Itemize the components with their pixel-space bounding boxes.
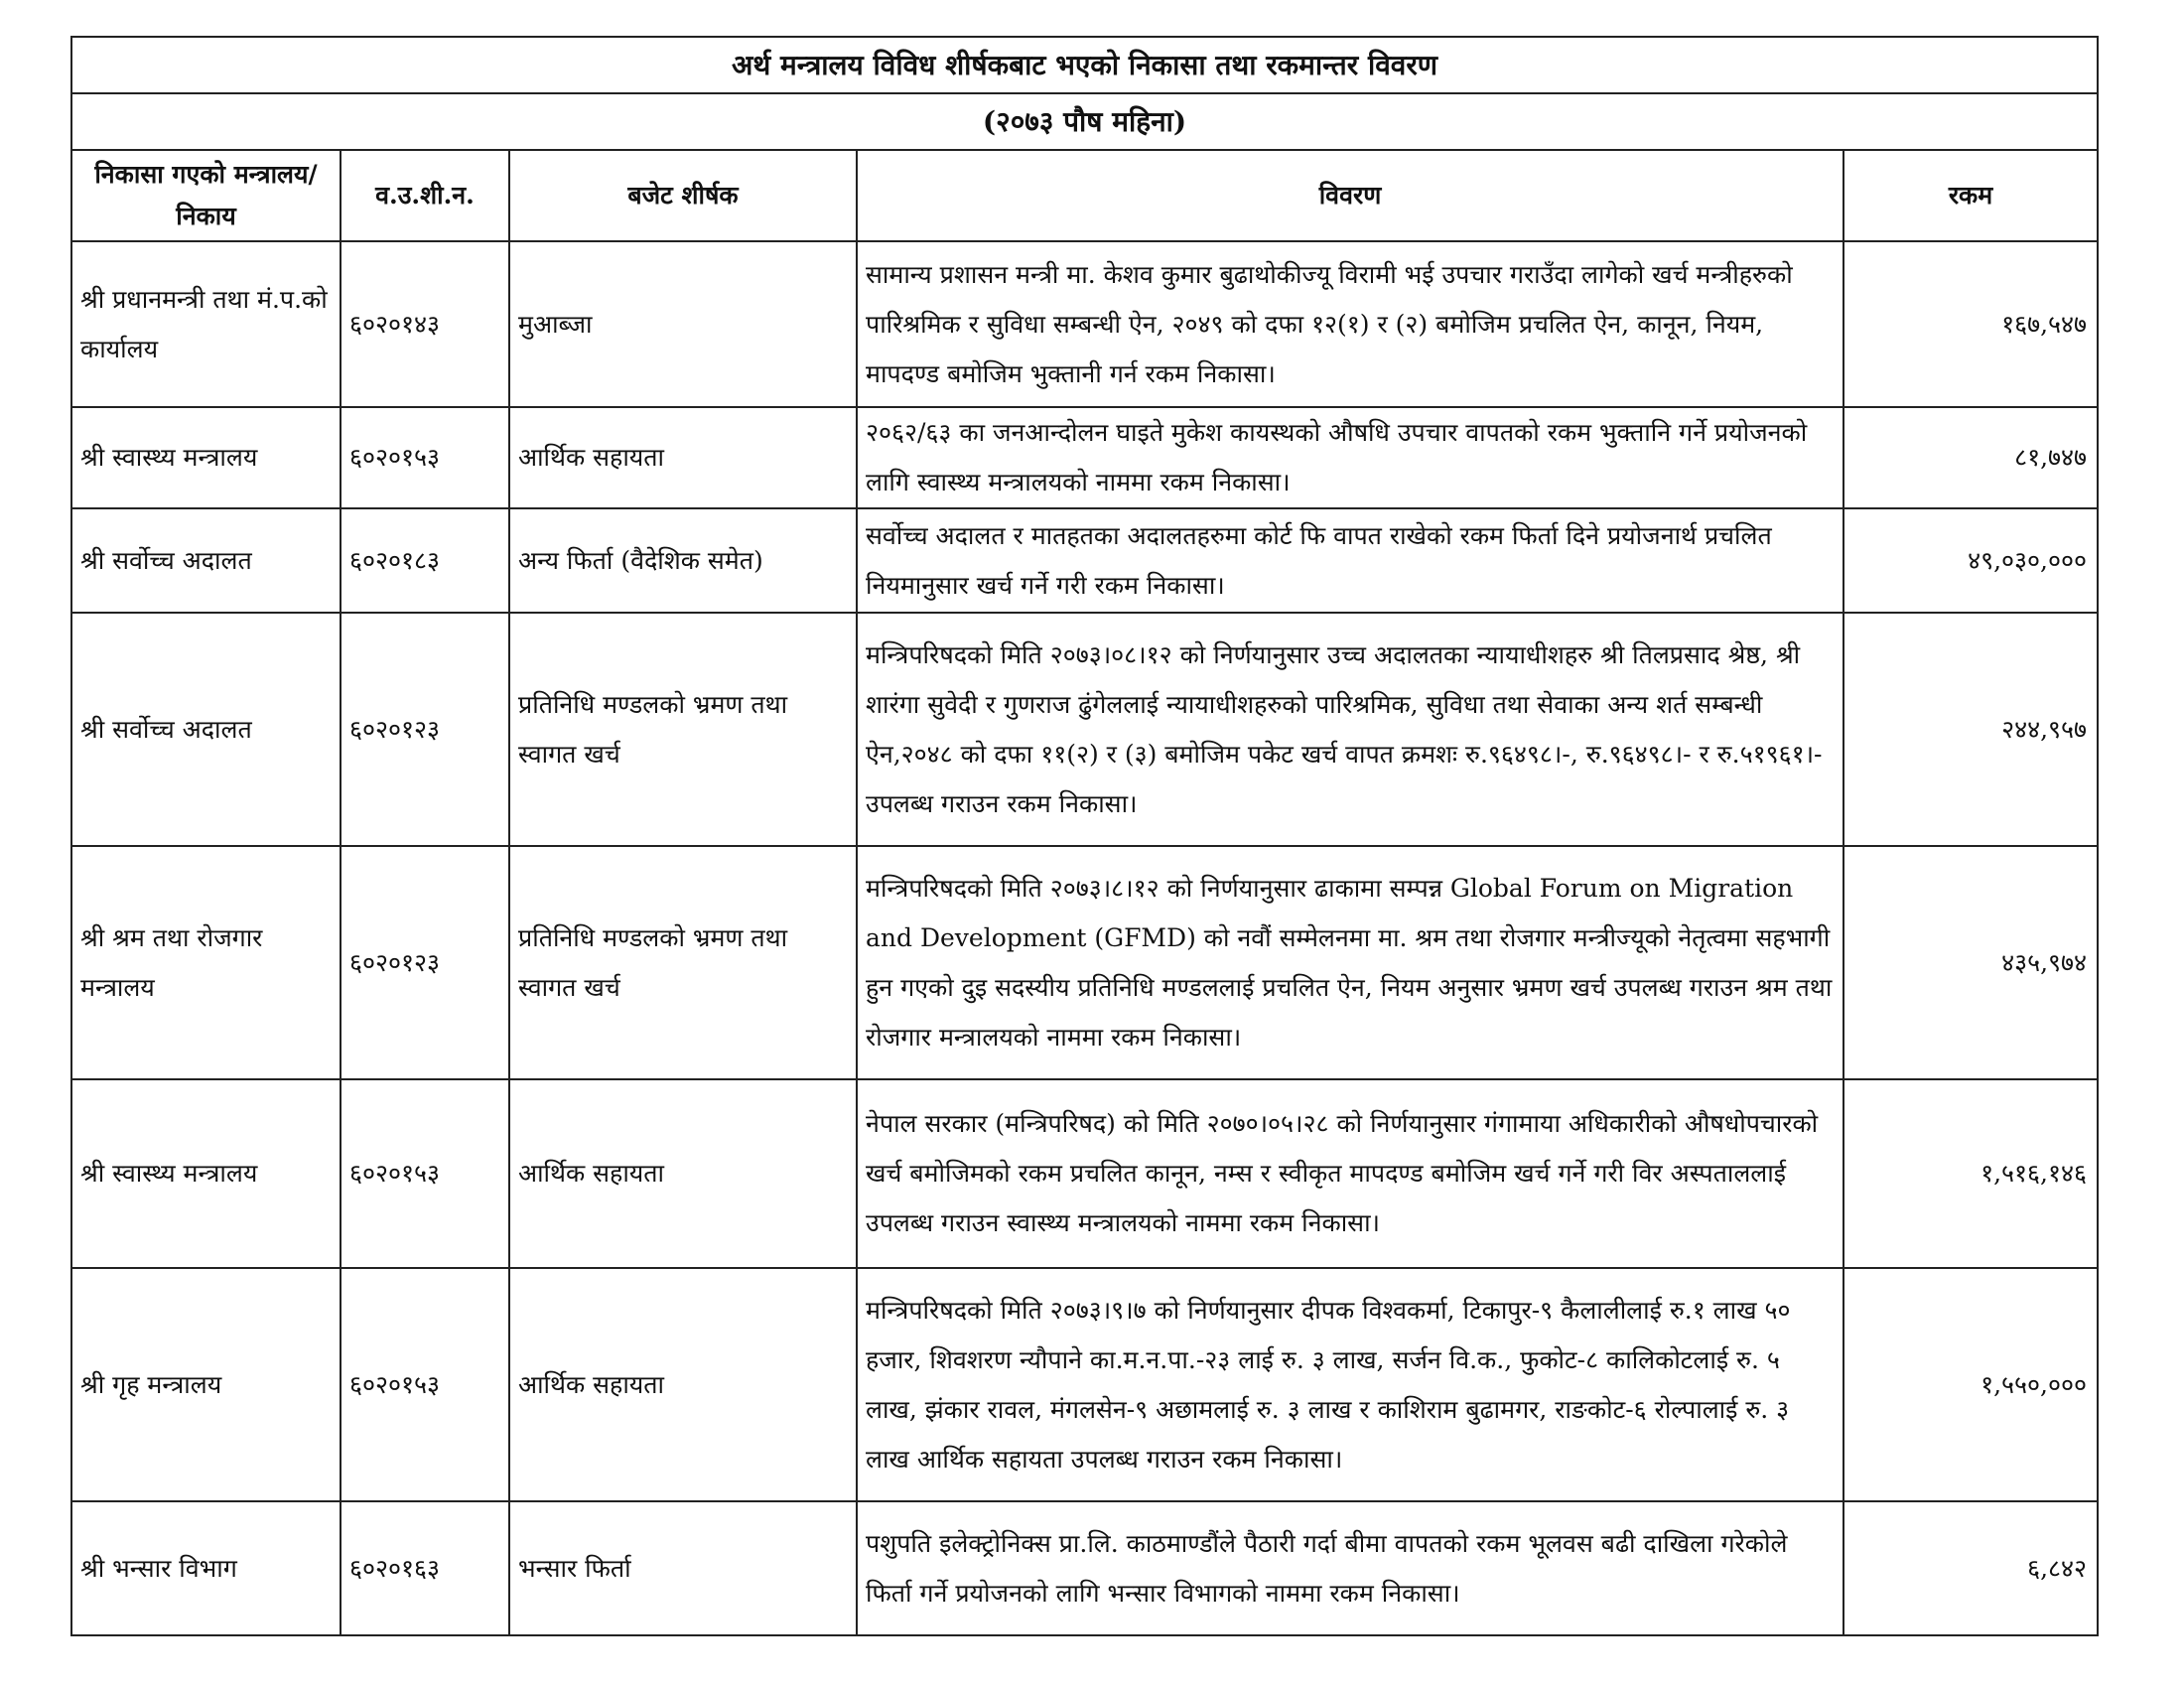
cell-org: श्री प्रधानमन्त्री तथा मं.प.को कार्यालय	[71, 241, 341, 407]
disbursement-table	[70, 36, 2099, 1636]
table-row	[71, 613, 2098, 846]
document-title: अर्थ मन्त्रालय विविध शीर्षकबाट भएको निकासा तथा रकमान्तर विवरण	[71, 37, 2098, 93]
cell-org: श्री गृह मन्त्रालय	[71, 1268, 341, 1501]
cell-description: पशुपति इलेक्ट्रोनिक्स प्रा.लि. काठमाण्डौंले पैठारी गर्दा बीमा वापतको रकम भूलवस बढी दाखिला गरेकोले फिर्ता गर्ने प्रयोजनको लागि भन्सार विभागको नाममा रकम निकासा।	[857, 1501, 1843, 1635]
cell-code: ६०२०१५३	[341, 407, 509, 508]
cell-code: ६०२०१८३	[341, 508, 509, 613]
cell-amount: ४९,०३०,०००	[1843, 508, 2098, 613]
cell-budget-title: आर्थिक सहायता	[509, 1079, 857, 1268]
cell-org: श्री सर्वोच्च अदालत	[71, 613, 341, 846]
table-row	[71, 1079, 2098, 1268]
cell-amount: १६७,५४७	[1843, 241, 2098, 407]
cell-budget-title: आर्थिक सहायता	[509, 1268, 857, 1501]
table-row	[71, 508, 2098, 613]
cell-description: मन्त्रिपरिषदको मिति २०७३।९।७ को निर्णयानुसार दीपक विश्वकर्मा, टिकापुर-९ कैलालीलाई रु.१ लाख ५० हजार, शिवशरण न्यौपाने का.म.न.पा.-२३ लाई रु. ३ लाख, सर्जन वि.क., फुकोट-८ कालिकोटलाई रु. ५ लाख, झंकार रावल, मंगलसेन-९ अछामलाई रु. ३ लाख र काशिराम बुढामगर, राङकोट-६ रोल्पालाई रु. ३ लाख आर्थिक सहायता उपलब्ध गराउन रकम निकासा।	[857, 1268, 1843, 1501]
cell-budget-title: अन्य फिर्ता (वैदेशिक समेत)	[509, 508, 857, 613]
table-row	[71, 1501, 2098, 1635]
document-subtitle: (२०७३ पौष महिना)	[71, 93, 2098, 150]
table-row	[71, 846, 2098, 1079]
header-budget-title: बजेट शीर्षक	[509, 150, 857, 241]
cell-code: ६०२०१५३	[341, 1079, 509, 1268]
header-amount: रकम	[1843, 150, 2098, 241]
table-row	[71, 407, 2098, 508]
header-code: व.उ.शी.न.	[341, 150, 509, 241]
cell-code: ६०२०१५३	[341, 1268, 509, 1501]
cell-code: ६०२०१४३	[341, 241, 509, 407]
cell-budget-title: प्रतिनिधि मण्डलको भ्रमण तथा स्वागत खर्च	[509, 846, 857, 1079]
cell-amount: १,५५०,०००	[1843, 1268, 2098, 1501]
cell-org: श्री श्रम तथा रोजगार मन्त्रालय	[71, 846, 341, 1079]
table-row	[71, 1268, 2098, 1501]
cell-amount: ६,८४२	[1843, 1501, 2098, 1635]
cell-budget-title: भन्सार फिर्ता	[509, 1501, 857, 1635]
cell-amount: १,५१६,१४६	[1843, 1079, 2098, 1268]
header-org: निकासा गएको मन्त्रालय/निकाय	[71, 150, 341, 241]
cell-amount: ४३५,९७४	[1843, 846, 2098, 1079]
cell-budget-title: मुआब्जा	[509, 241, 857, 407]
cell-amount: २४४,९५७	[1843, 613, 2098, 846]
cell-org: श्री स्वास्थ्य मन्त्रालय	[71, 1079, 341, 1268]
cell-code: ६०२०१६३	[341, 1501, 509, 1635]
cell-org: श्री भन्सार विभाग	[71, 1501, 341, 1635]
cell-description: मन्त्रिपरिषदको मिति २०७३।८।१२ को निर्णयानुसार ढाकामा सम्पन्न Global Forum on Migration and Development (GFMD) को नवौं सम्मेलनमा मा. श्रम तथा रोजगार मन्त्रीज्यूको नेतृत्वमा सहभागी हुन गएको दुइ सदस्यीय प्रतिनिधि मण्डललाई प्रचलित ऐन, नियम अनुसार भ्रमण खर्च उपलब्ध गराउन श्रम तथा रोजगार मन्त्रालयको नाममा रकम निकासा।	[857, 846, 1843, 1079]
cell-description: नेपाल सरकार (मन्त्रिपरिषद) को मिति २०७०।०५।२८ को निर्णयानुसार गंगामाया अधिकारीको औषधोपचारको खर्च बमोजिमको रकम प्रचलित कानून, नम्स र स्वीकृत मापदण्ड बमोजिम खर्च गर्ने गरी विर अस्पताललाई उपलब्ध गराउन स्वास्थ्य मन्त्रालयको नाममा रकम निकासा।	[857, 1079, 1843, 1268]
cell-description: मन्त्रिपरिषदको मिति २०७३।०८।१२ को निर्णयानुसार उच्च अदालतका न्यायाधीशहरु श्री तिलप्रसाद श्रेष्ठ, श्री शारंगा सुवेदी र गुणराज ढुंगेललाई न्यायाधीशहरुको पारिश्रमिक, सुविधा तथा सेवाका अन्य शर्त सम्बन्धी ऐन,२०४८ को दफा ११(२) र (३) बमोजिम पकेट खर्च वापत क्रमशः रु.९६४९८।-, रु.९६४९८।- र रु.५१९६१।- उपलब्ध गराउन रकम निकासा।	[857, 613, 1843, 846]
cell-budget-title: आर्थिक सहायता	[509, 407, 857, 508]
cell-description: सामान्य प्रशासन मन्त्री मा. केशव कुमार बुढाथोकीज्यू विरामी भई उपचार गराउँदा लागेको खर्च मन्त्रीहरुको पारिश्रमिक र सुविधा सम्बन्धी ऐन, २०४९ को दफा १२(१) र (२) बमोजिम प्रचलित ऐन, कानून, नियम, मापदण्ड बमोजिम भुक्तानी गर्न रकम निकासा।	[857, 241, 1843, 407]
cell-description: २०६२/६३ का जनआन्दोलन घाइते मुकेश कायस्थको औषधि उपचार वापतको रकम भुक्तानि गर्ने प्रयोजनको लागि स्वास्थ्य मन्त्रालयको नाममा रकम निकासा।	[857, 407, 1843, 508]
header-description: विवरण	[857, 150, 1843, 241]
cell-amount: ८१,७४७	[1843, 407, 2098, 508]
cell-code: ६०२०१२३	[341, 846, 509, 1079]
cell-code: ६०२०१२३	[341, 613, 509, 846]
cell-org: श्री सर्वोच्च अदालत	[71, 508, 341, 613]
table-row	[71, 241, 2098, 407]
cell-org: श्री स्वास्थ्य मन्त्रालय	[71, 407, 341, 508]
cell-description: सर्वोच्च अदालत र मातहतका अदालतहरुमा कोर्ट फि वापत राखेको रकम फिर्ता दिने प्रयोजनार्थ प्रचलित नियमानुसार खर्च गर्ने गरी रकम निकासा।	[857, 508, 1843, 613]
cell-budget-title: प्रतिनिधि मण्डलको भ्रमण तथा स्वागत खर्च	[509, 613, 857, 846]
table-header-row	[71, 150, 2098, 241]
